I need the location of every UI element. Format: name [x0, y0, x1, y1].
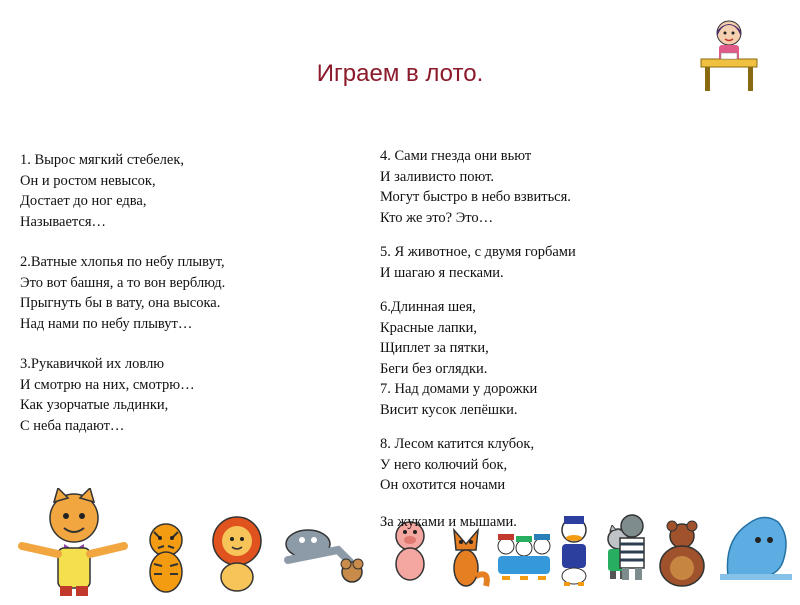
riddle-line: Могут быстро в небо взвиться.	[380, 189, 571, 205]
riddle-gap	[380, 283, 760, 297]
riddle-line: У него колючий бок,	[380, 456, 508, 473]
tom-and-jerry	[278, 520, 374, 595]
riddle-line: 7. Над домами у дорожки	[380, 381, 538, 397]
lion-cub	[205, 515, 269, 600]
blue-creature	[718, 510, 794, 587]
riddle-line: Достает до ног едва,	[20, 193, 147, 209]
riddle-line: Висит кусок лепёшки.	[380, 401, 518, 418]
riddle-line: 6.Длинная шея,	[380, 299, 476, 315]
riddle-line: И шагаю я песками.	[380, 264, 504, 281]
riddle-line: Красные лапки,	[380, 319, 478, 336]
riddle-line: И заливисто поют.	[380, 168, 494, 185]
riddle-line: 5. Я животное, с двумя горбами	[380, 244, 576, 260]
riddle-line: Это вот башня, а то вон верблюд.	[20, 274, 226, 291]
riddle-line: Прыгнуть бы в вату, она высока.	[20, 295, 221, 311]
riddle-gap	[380, 420, 760, 434]
left-riddles	[20, 150, 360, 436]
riddle-line: Он охотится ночами	[380, 477, 506, 493]
riddle-line: 4. Сами гнезда они вьют	[380, 148, 532, 164]
riddle-line: С неба падают…	[20, 417, 125, 434]
riddle-line: Щиплет за пятки,	[380, 340, 489, 356]
riddle-block	[380, 297, 760, 420]
riddle-line: 8. Лесом катится клубок,	[380, 436, 535, 452]
riddle-gap	[20, 334, 360, 354]
riddle-gap	[20, 232, 360, 252]
riddle-line: 2.Ватные хлопья по небу плывут,	[20, 254, 225, 270]
riddle-block	[20, 150, 360, 232]
riddle-line: 1. Вырос мягкий стебелек,	[20, 152, 184, 168]
riddle-block	[380, 434, 760, 496]
leopold-cat	[18, 488, 130, 603]
riddle-line: 3.Рукавичкой их ловлю	[20, 356, 165, 372]
winnie-the-pooh	[650, 520, 714, 593]
ducklings	[494, 528, 554, 589]
page-title: Играем в лото.	[316, 60, 484, 87]
riddle-line: Над нами по небу плывут…	[20, 315, 193, 332]
riddle-line: Как узорчатые льдинки,	[20, 397, 169, 413]
riddle-line: И смотрю на них, смотрю…	[20, 376, 195, 393]
riddle-line: Называется…	[20, 213, 107, 230]
riddle-block	[20, 354, 360, 436]
donald-duck	[552, 514, 596, 593]
riddle-block	[20, 252, 360, 334]
right-riddles	[380, 146, 760, 496]
tiger-cub	[138, 520, 194, 605]
riddle-last-line: За жуками и мышами.	[380, 514, 517, 530]
riddle-line: Беги без оглядки.	[380, 360, 488, 377]
riddle-block	[380, 146, 760, 228]
matroskin-cat	[612, 512, 652, 587]
riddle-line: Он и ростом невысок,	[20, 172, 156, 189]
riddle-block	[380, 242, 760, 283]
riddle-line: Кто же это? Это…	[380, 209, 494, 226]
riddle-gap	[380, 228, 760, 242]
